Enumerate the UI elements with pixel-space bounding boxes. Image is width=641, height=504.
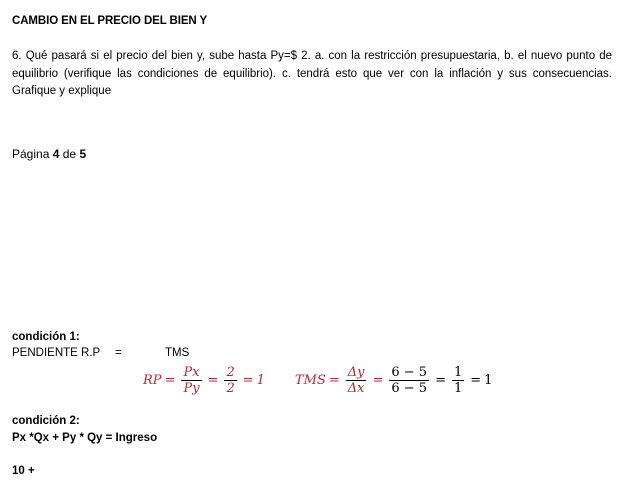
equilibrium-formula: [143, 360, 492, 400]
slope-label: PENDIENTE R.P: [12, 347, 101, 359]
one-over-one-fraction: [452, 365, 464, 396]
condition-2-label: condición 2:: [12, 415, 80, 427]
page-total: 5: [79, 147, 87, 161]
fraction-numerator: 2: [226, 364, 235, 380]
fraction-denominator: 6 − 5: [391, 380, 428, 396]
px: Px: [183, 364, 200, 380]
delta-y: Δy: [347, 364, 365, 380]
dy-dx-fraction: [346, 365, 367, 396]
formula-equals: =: [470, 372, 482, 388]
formula-equals: =: [207, 372, 219, 388]
two-over-two-fraction: [224, 365, 236, 396]
condition-1-label: condición 1:: [12, 331, 80, 343]
fraction-denominator: 2: [226, 380, 235, 396]
tms-result: 1: [484, 372, 493, 388]
formula-equals: =: [328, 372, 340, 388]
income-equation: Px *Qx + Py * Qy = Ingreso: [12, 432, 158, 444]
fraction-numerator: 6 − 5: [391, 364, 428, 380]
page-label: Página: [12, 147, 50, 161]
delta-x: Δx: [347, 380, 365, 396]
rp-symbol: RP: [143, 372, 162, 388]
tms-label: TMS: [165, 347, 190, 359]
section-title: CAMBIO EN EL PRECIO DEL BIEN Y: [12, 15, 208, 27]
tms-symbol: TMS: [294, 372, 326, 388]
formula-equals: =: [164, 372, 176, 388]
formula-equals: =: [435, 372, 446, 388]
px-py-fraction: [181, 365, 201, 396]
question-text: 6. Qué pasará si el precio del bien y, sube hasta Py=$ 2. a. con la restricción presupuestaria, b. el nuevo punto de equilibrio (verifique las condiciones de equilibrio). c. tendrá esto que ver con la inflación y sus consecuencias. Grafique y explique: [12, 50, 612, 97]
formula-equals: =: [242, 372, 254, 388]
rp-result: 1: [256, 372, 265, 388]
formula-equals: =: [372, 372, 384, 388]
page-of: de: [62, 147, 77, 161]
page-current: 4: [52, 147, 60, 161]
difference-fraction: [389, 365, 429, 396]
fraction-denominator: 1: [453, 380, 463, 396]
partial-line: 10 +: [12, 465, 35, 477]
equals-sign: =: [115, 347, 122, 359]
page-indicator: [12, 147, 86, 161]
fraction-numerator: 1: [453, 364, 463, 380]
py: Py: [183, 380, 200, 396]
